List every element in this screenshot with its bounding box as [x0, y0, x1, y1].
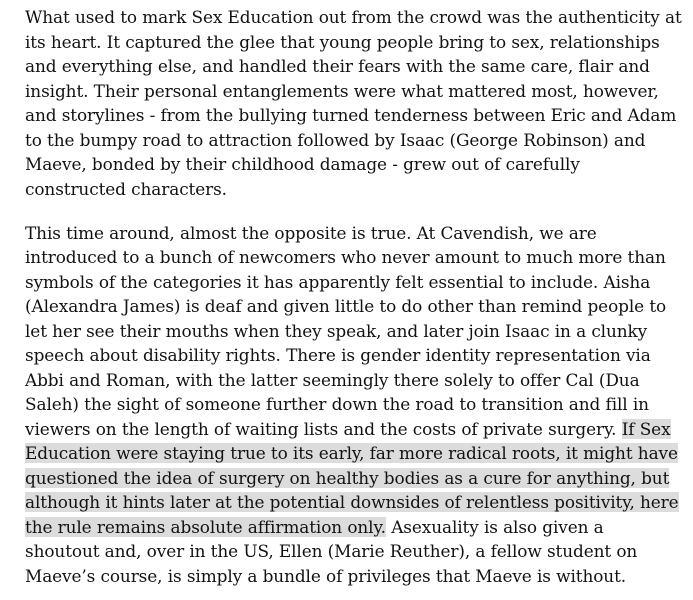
- text-line: introduced to a bunch of newcomers who never amount to much more than: [25, 247, 666, 267]
- paragraph-2: [25, 221, 679, 589]
- highlighted-text: If Sex: [621, 418, 671, 439]
- highlighted-text: although it hints later at the potential downsides of relentless positivity, here: [25, 492, 679, 512]
- text-line: constructed characters.: [25, 178, 227, 199]
- text-line: Maeve’s course, is simply a bundle of privileges that Maeve is without.: [25, 565, 627, 586]
- text-line: to the bumpy road to attraction followed by Isaac (George Robinson) and: [25, 129, 646, 150]
- highlighted-text: questioned the idea of surgery on healthy bodies as a cure for anything, but: [25, 467, 670, 488]
- text-line: and storylines - from the bullying turned tenderness between Eric and Adam: [25, 105, 677, 125]
- plain-text: Asexuality is also given a: [385, 516, 604, 537]
- text-line: What used to mark Sex Education out from the crowd was the authenticity at: [25, 7, 682, 27]
- text-line: Abbi and Roman, with the latter seemingly there solely to offer Cal (Dua: [25, 369, 640, 390]
- text-line: [25, 490, 679, 515]
- article-body: [25, 5, 682, 588]
- text-line: Saleh) the sight of someone further down the road to transition and fill in: [25, 394, 649, 414]
- text-line: [25, 441, 678, 466]
- text-line: [25, 417, 675, 442]
- text-line: speech about disability rights. There is gender identity representation via: [25, 345, 651, 365]
- text-line: its heart. It captured the glee that young people bring to sex, relationships: [25, 31, 660, 52]
- text-line: symbols of the categories it has apparently felt essential to include. Aisha: [25, 271, 651, 292]
- text-line: Maeve, bonded by their childhood damage - grew out of carefully: [25, 154, 580, 174]
- text-line: and everything else, and handled their fears with the same care, flair and: [25, 56, 650, 76]
- text-line: (Alexandra James) is deaf and given little to do other than remind people to: [25, 296, 667, 316]
- paragraph-1: [25, 5, 682, 201]
- plain-text: viewers on the length of waiting lists and the costs of private surgery.: [25, 418, 622, 439]
- text-line: let her see their mouths when they speak, and later join Isaac in a clunky: [25, 320, 648, 341]
- text-line: shoutout and, over in the US, Ellen (Marie Reuther), a fellow student on: [25, 541, 638, 561]
- text-line: [25, 466, 675, 491]
- highlighted-text: the rule remains absolute affirmation only.: [25, 516, 386, 537]
- highlighted-text: Education were staying true to its early, far more radical roots, it might have: [25, 443, 678, 463]
- text-line: [25, 515, 675, 540]
- text-line: insight. Their personal entanglements were what mattered most, however,: [25, 80, 659, 101]
- text-line: This time around, almost the opposite is true. At Cavendish, we are: [25, 222, 597, 243]
